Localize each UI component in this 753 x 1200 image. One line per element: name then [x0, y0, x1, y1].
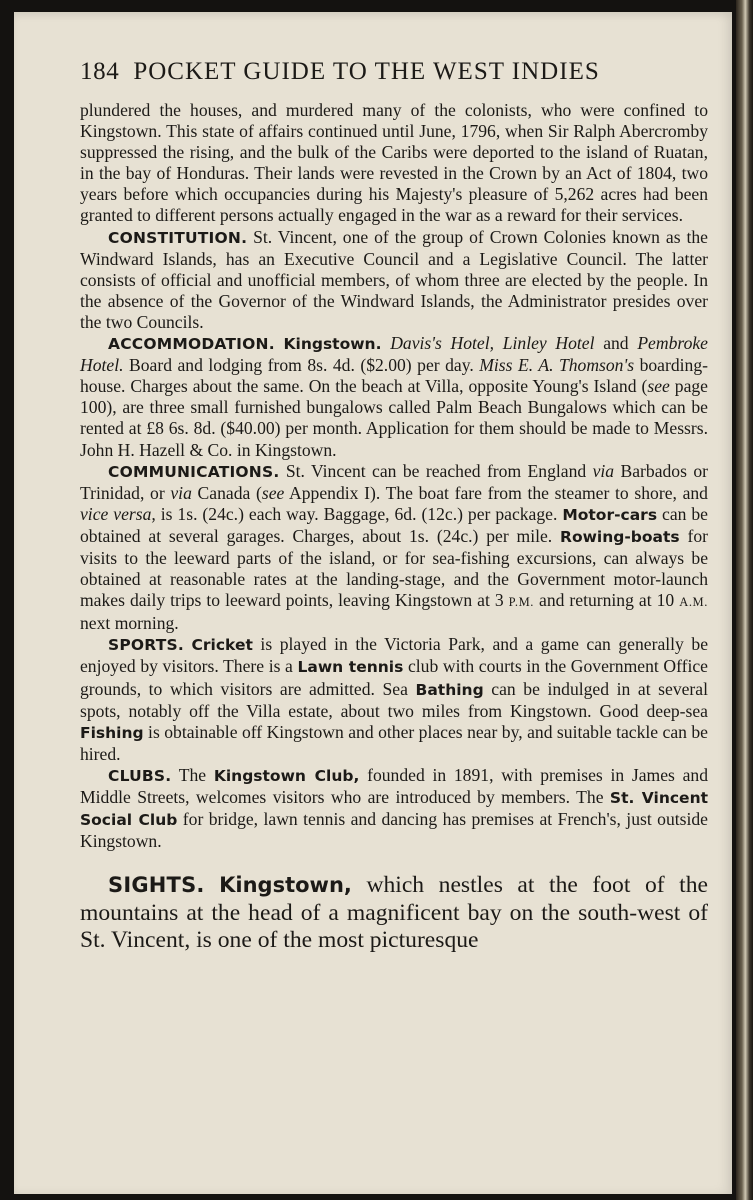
accommodation-place: Kingstown. [283, 335, 382, 354]
communications-pm: P.M. [508, 595, 535, 610]
rowing-boats-label: Rowing-boats [560, 527, 680, 546]
accommodation-heading: ACCOMMODATION. [108, 335, 275, 354]
sports-text4: is obtainable off Kingstown and other places near by, and suitable tackle can be hired. [80, 721, 708, 764]
communications-via1: via [592, 460, 615, 481]
fishing-label: Fishing [80, 723, 144, 742]
book-page [14, 12, 732, 1194]
accommodation-hotels: Davis's Hotel, Linley Hotel [390, 333, 595, 354]
paragraph-accommodation [80, 333, 708, 461]
paragraph-sports [80, 634, 708, 765]
paragraph-intro [80, 100, 708, 227]
communications-text7: for visits to the leeward parts of the island, or for sea-fishing excursions, can always be obtained at reasonable rates at the landing-stage, and the Government motor-launch makes daily trips to leeward points, leaving Kingstown at 3 [80, 525, 708, 611]
constitution-heading: CONSTITUTION. [108, 228, 248, 247]
accommodation-see: see [647, 376, 670, 397]
kingstown-club-label: Kingstown Club, [213, 766, 360, 785]
sights-heading: SIGHTS. [108, 873, 205, 898]
running-title: POCKET GUIDE TO THE WEST INDIES [133, 58, 600, 85]
book-page-edge [736, 0, 753, 1200]
communications-text4: Appendix I). The boat fare from the steamer to shore, and [284, 482, 708, 503]
accommodation-text2: boarding-house. Charges about the same. On the beach at Villa, opposite Young's Island ( [80, 355, 708, 397]
intro-text: plundered the houses, and murdered many of the colonists, who were confined to Kingstown. This state of affairs continued until June, 1796, when Sir Ralph Abercromby suppressed the rising, and the bulk of the Caribs were deported to the island of Ruatan, in the bay of Honduras. Their lands were revested in the Crown by an Act of 1804, two years before which occupancies during his Majesty's pleasure of 5,262 acres had been granted to different persons actually engaged in the war as a reward for their services. [80, 100, 708, 226]
sports-heading: SPORTS. [108, 636, 184, 655]
lawn-tennis-label: Lawn tennis [297, 658, 404, 677]
paragraph-constitution [80, 227, 708, 333]
communications-text5: is 1s. (24c.) each way. Baggage, 6d. (12c.) per package. [155, 503, 563, 524]
page-number: 184 [80, 58, 120, 85]
running-header [80, 58, 708, 86]
communications-text6: can be obtained at several garages. Charges, about 1s. (24c.) per mile. [80, 503, 708, 546]
bathing-label: Bathing [415, 680, 484, 699]
constitution-text: St. Vincent, one of the group of Crown Colonies known as the Windward Islands, has an Executive Council and a Legislative Council. The latter consists of official and unofficial members, of whom three are elected by the people. In the absence of the Governor of the Windward Islands, the Administrator presides over the two Councils. [80, 226, 708, 332]
communications-via2: via [170, 482, 192, 503]
clubs-text3: for bridge, lawn tennis and dancing has premises at French's, just outside Kingstown. [80, 809, 708, 852]
communications-text9: next morning. [80, 613, 179, 634]
paragraph-clubs [80, 765, 708, 852]
communications-vice-versa: vice versa, [80, 503, 156, 524]
communications-text3: Canada ( [191, 482, 262, 503]
communications-text8: and returning at 10 [534, 590, 680, 611]
st-vincent-club-label: St. Vincent Social Club [80, 789, 709, 830]
paragraph-communications [80, 461, 708, 635]
communications-see: see [261, 482, 285, 503]
sights-place: Kingstown, [219, 873, 352, 898]
cricket-label: Cricket [191, 636, 253, 655]
sports-text2: club with courts in the Government Office grounds, to which visitors are admitted. Sea [80, 656, 708, 699]
accommodation-text1: Board and lodging from 8s. 4d. ($2.00) per day. [123, 355, 480, 376]
communications-text2: Barbados or Trinidad, or [80, 460, 709, 503]
accommodation-text3: page 100), are three small furnished bungalows called Palm Beach Bungalows which can be rented at £8 6s. 8d. ($40.00) per month. Application for them should be made to Messrs. John H. Hazell & Co. in Kingstown. [80, 376, 708, 460]
communications-heading: COMMUNICATIONS. [108, 462, 280, 481]
page-content [80, 58, 708, 955]
clubs-text2: founded in 1891, with premises in James and Middle Streets, welcomes visitors who are introduced by members. The [80, 764, 708, 807]
motor-cars-label: Motor-cars [562, 505, 658, 524]
accommodation-hotel3: Pembroke Hotel. [80, 333, 708, 376]
accommodation-miss: Miss E. A. Thomson's [479, 355, 635, 376]
sports-text1: is played in the Victoria Park, and a game can generally be enjoyed by visitors. There is a [80, 634, 708, 677]
accommodation-and: and [594, 333, 638, 354]
sports-text3: can be indulged in at several spots, notably off the Villa estate, about two miles from Kingstown. Good deep-sea [80, 678, 708, 721]
communications-text1: St. Vincent can be reached from England [279, 460, 593, 481]
paragraph-sights [80, 872, 708, 955]
communications-am: A.M. [679, 595, 708, 610]
sights-text: which nestles at the foot of the mountains at the head of a magnificent bay on the south-west of St. Vincent, is one of the most picturesque [80, 872, 708, 954]
clubs-text1: The [171, 764, 214, 785]
clubs-heading: CLUBS. [108, 766, 172, 785]
